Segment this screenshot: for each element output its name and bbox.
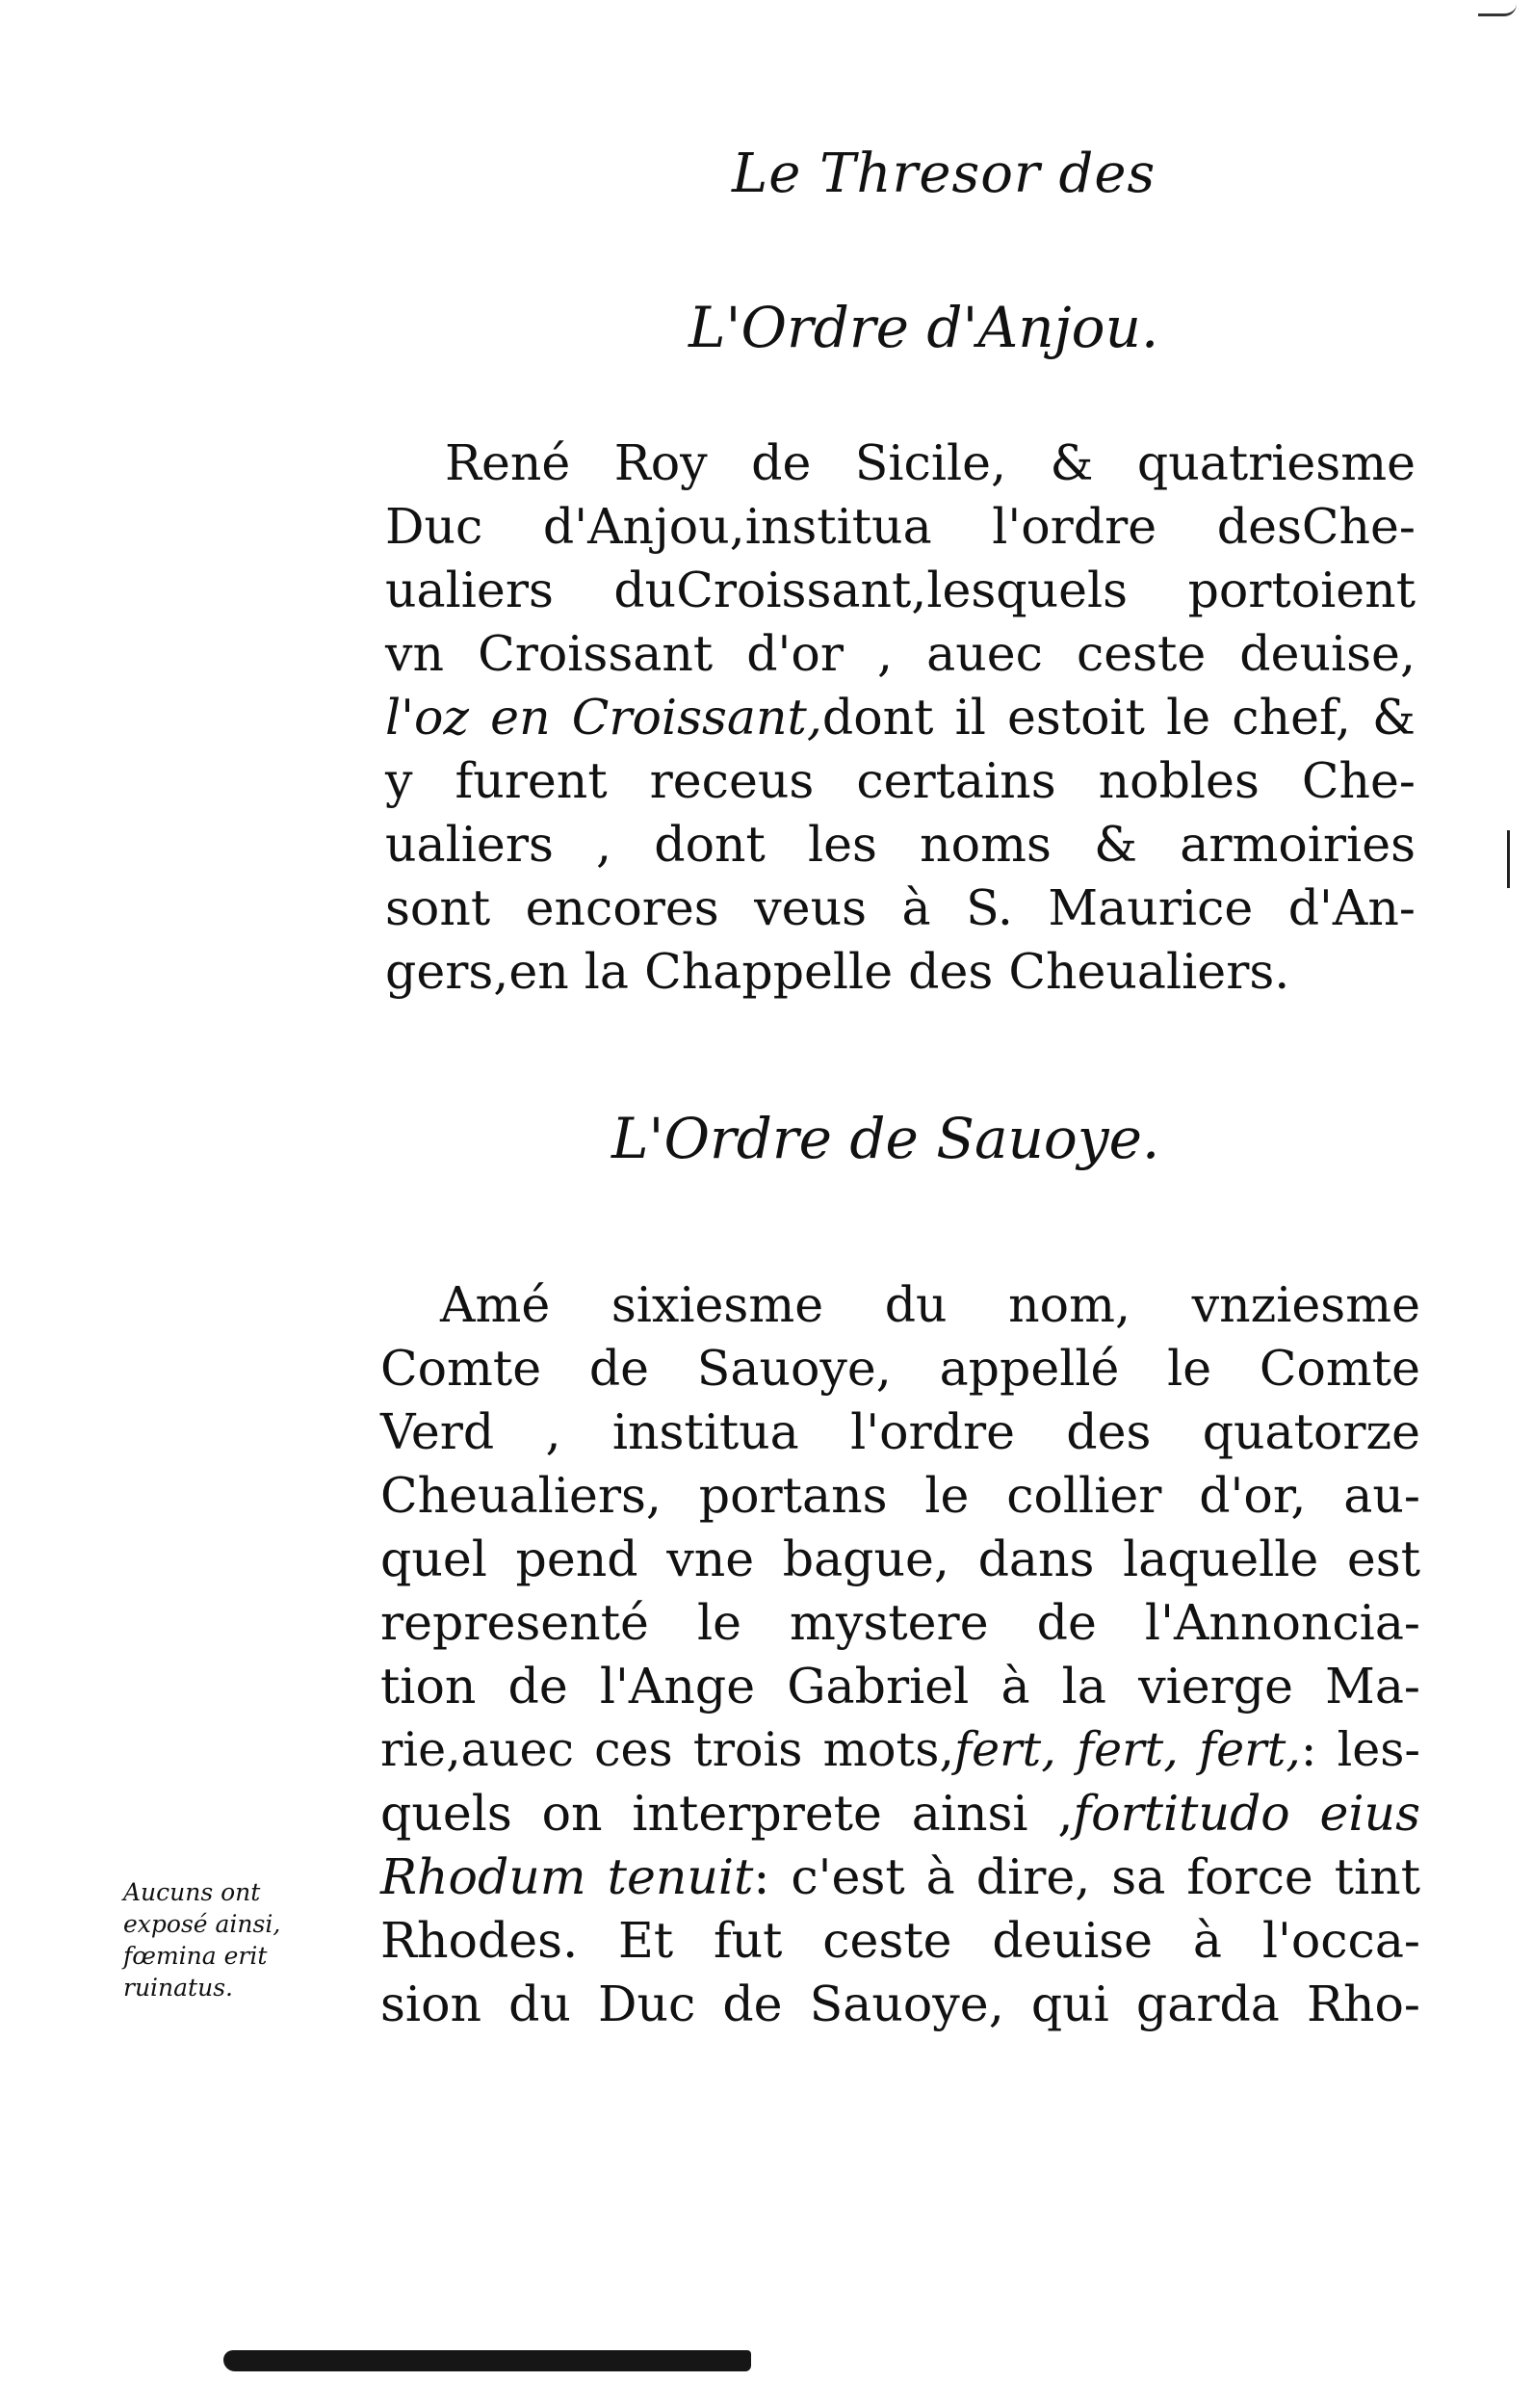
- text-line: y furent receus certains nobles Che-: [385, 752, 1416, 809]
- text-line: sont encores veus à S. Maurice d'An-: [385, 879, 1416, 936]
- running-header: Le Thresor des: [732, 143, 1156, 205]
- margin-note-line: ruinatus.: [123, 1974, 233, 2002]
- margin-note-line: Aucuns ont: [123, 1878, 261, 1906]
- text-line: representé le mystere de l'Annoncia-: [380, 1594, 1420, 1651]
- text-line: tion de l'Ange Gabriel à la vierge Ma-: [380, 1658, 1420, 1714]
- text-line: Rhodes. Et fut ceste deuise à l'occa-: [380, 1912, 1420, 1969]
- text-line: René Roy de Sicile, & quatriesme: [445, 434, 1416, 491]
- text-fragment: : c'est à dire, sa force tint: [753, 1848, 1420, 1905]
- margin-note-line: fœmina erit: [123, 1942, 268, 1970]
- section-title-anjou: L'Ordre d'Anjou.: [689, 295, 1159, 360]
- text-line: Amé sixiesme du nom, vnziesme: [440, 1276, 1420, 1333]
- page-edge-mark: [1507, 830, 1510, 888]
- text-line: Duc d'Anjou,institua l'ordre desChe-: [385, 498, 1416, 555]
- text-line-motto: [385, 686, 1416, 749]
- text-fragment: quels on interprete ainsi ,: [380, 1785, 1074, 1842]
- text-line: sion du Duc de Sauoye, qui garda Rho-: [380, 1976, 1420, 2032]
- italic-motto: l'oz en Croissant,: [385, 689, 822, 746]
- paragraph-anjou: [385, 432, 1416, 1004]
- margin-note-line: exposé ainsi,: [123, 1910, 281, 1938]
- text-line: ualiers , dont les noms & armoiries: [385, 816, 1416, 873]
- paragraph-savoie: [380, 1273, 1420, 2036]
- italic-rhodum: Rhodum tenuit: [380, 1848, 754, 1905]
- margin-note: [123, 1876, 364, 2003]
- text-line-fortitudo: [380, 1782, 1420, 1845]
- text-line: Comte de Sauoye, appellé le Comte: [380, 1340, 1420, 1397]
- text-line: gers,en la Chappelle des Cheualiers.: [385, 943, 1290, 1000]
- page-corner-mark: [1478, 4, 1517, 16]
- italic-fert: fert, fert, fert,: [953, 1722, 1301, 1777]
- italic-fortitudo: fortitudo eius: [1073, 1785, 1420, 1842]
- text-line: Verd , institua l'ordre des quatorze: [380, 1403, 1420, 1460]
- text-line-mots: [380, 1718, 1420, 1782]
- text-fragment: : les-: [1300, 1722, 1420, 1777]
- text-line: Cheualiers, portans le collier d'or, au-: [380, 1467, 1420, 1524]
- text-line: ualiers duCroissant,lesquels portoient: [385, 562, 1416, 618]
- ink-smudge: [223, 2350, 751, 2371]
- text-line: vn Croissant d'or , auec ceste deuise,: [385, 625, 1416, 682]
- text-line: quel pend vne bague, dans laquelle est: [380, 1531, 1420, 1587]
- text-line-rhodum: [380, 1845, 1420, 1909]
- section-title-savoie: L'Ordre de Sauoye.: [611, 1106, 1160, 1171]
- text-fragment: rie,auec ces trois mots,: [380, 1722, 954, 1777]
- text-fragment: dont il estoit le chef, &: [821, 689, 1416, 746]
